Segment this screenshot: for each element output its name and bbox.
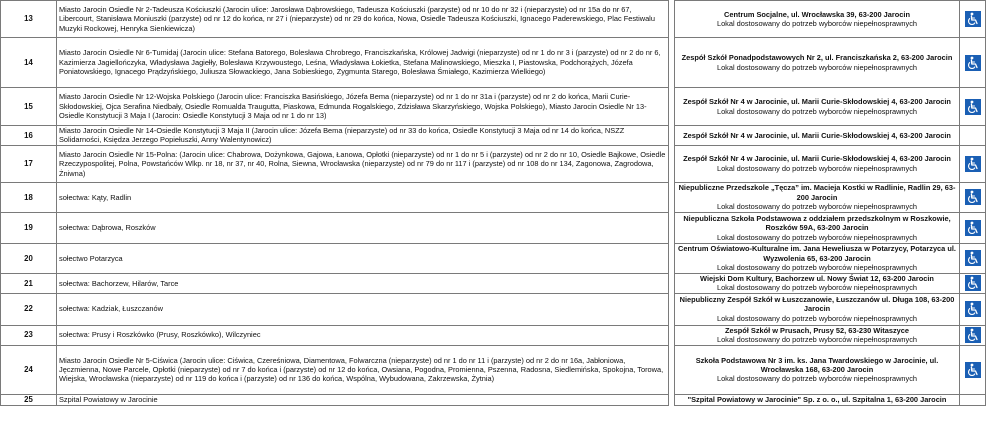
polling-location <box>675 293 960 325</box>
polling-location <box>675 394 960 405</box>
accessibility-cell <box>960 1 986 38</box>
location-address: Zespół Szkół Nr 4 w Jarocinie, ul. Marii Curie-Skłodowskiej 4, 63-200 Jarocin <box>683 154 951 164</box>
accessibility-cell <box>960 88 986 126</box>
accessibility-note: Lokal dostosowany do potrzeb wyborców niepełnosprawnych <box>716 62 918 72</box>
accessibility-cell <box>960 293 986 325</box>
district-area: Szpital Powiatowy w Jarocinie <box>57 394 669 405</box>
location-address: Centrum Oświatowo-Kulturalne im. Jana Heweliusza w Potarzycy, Potarzyca ul. Wyzwolenia 65, 63-200 Jarocin <box>678 244 956 263</box>
polling-location <box>675 88 960 126</box>
location-address: Centrum Socjalne, ul. Wrocławska 39, 63-200 Jarocin <box>724 9 910 19</box>
table-row <box>1 212 986 243</box>
accessibility-cell <box>960 394 986 405</box>
location-address: Wiejski Dom Kultury, Bachorzew ul. Nowy Świat 12, 63-200 Jarocin <box>700 273 934 283</box>
polling-location <box>675 212 960 243</box>
table-row <box>1 325 986 345</box>
district-area: sołectwa: Prusy i Roszkówko (Prusy, Roszkówko), Wilczyniec <box>57 325 669 345</box>
table-row <box>1 38 986 88</box>
accessibility-note: Lokal dostosowany do potrzeb wyborców niepełnosprawnych <box>716 202 918 212</box>
district-area: sołectwo Potarzyca <box>57 243 669 273</box>
district-number: 18 <box>1 182 57 212</box>
district-number: 20 <box>1 243 57 273</box>
accessibility-cell <box>960 243 986 273</box>
accessibility-note: Lokal dostosowany do potrzeb wyborców niepełnosprawnych <box>716 163 918 173</box>
wheelchair-icon <box>965 250 981 266</box>
accessibility-note: Lokal dostosowany do potrzeb wyborców niepełnosprawnych <box>716 106 918 116</box>
polling-location <box>675 243 960 273</box>
polling-location <box>675 273 960 293</box>
table-row <box>1 243 986 273</box>
polling-location <box>675 145 960 182</box>
table-row <box>1 1 986 38</box>
district-area: Miasto Jarocin Osiedle Nr 14-Osiedle Konstytucji 3 Maja II (Jarocin ulice: Józefa Bema (nieparzyste) od nr 33 do końca, Osiedle Konstytucji 3 Maja od nr 14 do końca, NSZZ Solidarności, Księdza Jerzego Popiełuszki, Anny Walentynowicz) <box>57 126 669 146</box>
location-address: Zespół Szkół Ponadpodstawowych Nr 2, ul. Franciszkańska 2, 63-200 Jarocin <box>681 53 953 63</box>
district-area: Miasto Jarocin Osiedle Nr 2-Tadeusza Kościuszki (Jarocin ulice: Jarosława Dąbrowskiego, Tadeusza Kościuszki (parzyste) od nr 10 do nr 32 i (nieparzyste) od nr 15a do nr 67, Libercourt, Stanisława Moniuszki (parzyste) od nr 12 do końca, nr 27 i (nieparzyste) od nr 29 do końca, Nowa, Osiedle Tadeusza Kościuszki, Ignacego Paderewskiego, Plac Festiwalu Muzyki Rockowej, Henryka Sienkiewicza) <box>57 1 669 38</box>
accessibility-note: Lokal dostosowany do potrzeb wyborców niepełnosprawnych <box>716 283 918 293</box>
district-number: 24 <box>1 345 57 394</box>
accessibility-cell <box>960 145 986 182</box>
accessibility-note: Lokal dostosowany do potrzeb wyborców niepełnosprawnych <box>716 374 918 384</box>
district-area: Miasto Jarocin Osiedle Nr 6-Tumidaj (Jarocin ulice: Stefana Batorego, Bolesława Chrobrego, Franciszkańska, Królowej Jadwigi (nieparzyste) od nr 1 do nr 3 i (parzyste) od nr 2 do nr 6, Kazimierza Jagiellończyka, Władysława Jagiełły, Bolesława Krzywoustego, Leśna, Władysława Łokietka, Stefana Malinowskiego, Mieszka I, Piastowska, Podchorążych, Józefa Poniatowskiego, Ignacego Prądzyńskiego, Juliusza Słowackiego, Jana Sobieskiego, Zygmunta Starego, Bolesława Śmiałego, Kazimierza Wielkiego) <box>57 38 669 88</box>
district-area: Miasto Jarocin Osiedle Nr 12-Wojska Polskiego (Jarocin ulice: Franciszka Basińskiego, Józefa Bema (nieparzyste) od nr 1 do nr 31a i (parzyste) od nr 2 do końca, Marii Curie-Skłodowskiej, Ojca Serafina Niedbały, Osiedle Romualda Traugutta, Piaskowa, Edmunda Rogalskiego, Zdzisława Skarzyńskiego, Wojska Polskiego), Miasto Jarocin Osiedle Nr 13-Osiedle Konstytucji 3 Maja I (Jarocin: Osiedle Konstytucji 3 Maja od nr 1 do nr 13) <box>57 88 669 126</box>
location-address: Zespół Szkół Nr 4 w Jarocinie, ul. Marii Curie-Skłodowskiej 4, 63-200 Jarocin <box>683 97 951 107</box>
table-row <box>1 182 986 212</box>
polling-location <box>675 38 960 88</box>
district-number: 23 <box>1 325 57 345</box>
table-row <box>1 394 986 405</box>
polling-location <box>675 1 960 38</box>
polling-location <box>675 345 960 394</box>
location-address: Zespół Szkół w Prusach, Prusy 52, 63-230 Witaszyce <box>725 325 909 335</box>
district-area: sołectwa: Kąty, Radlin <box>57 182 669 212</box>
wheelchair-icon <box>965 301 981 317</box>
accessibility-cell <box>960 273 986 293</box>
location-address: "Szpital Powiatowy w Jarocinie" Sp. z o. o., ul. Szpitalna 1, 63-200 Jarocin <box>687 394 947 404</box>
accessibility-cell <box>960 182 986 212</box>
district-area: sołectwa: Kadziak, Łuszczanów <box>57 293 669 325</box>
district-number: 19 <box>1 212 57 243</box>
accessibility-note: Lokal dostosowany do potrzeb wyborców niepełnosprawnych <box>716 19 918 28</box>
accessibility-note: Lokal dostosowany do potrzeb wyborców niepełnosprawnych <box>716 263 918 273</box>
location-address: Niepubliczne Przedszkole „Tęcza” im. Macieja Kostki w Radlinie, Radlin 29, 63-200 Jarocin <box>678 183 956 202</box>
accessibility-cell <box>960 38 986 88</box>
location-address: Szkoła Podstawowa Nr 3 im. ks. Jana Twardowskiego w Jarocinie, ul. Wrocławska 168, 63-200 Jarocin <box>695 355 939 374</box>
table-row <box>1 126 986 146</box>
accessibility-note: Lokal dostosowany do potrzeb wyborców niepełnosprawnych <box>716 232 918 242</box>
district-number: 16 <box>1 126 57 146</box>
district-area: Miasto Jarocin Osiedle Nr 5-Ciświca (Jarocin ulice: Ciświca, Czereśniowa, Diamentowa, Folwarczna (nieparzyste) od nr 1 do nr 11 i (parzyste) od nr 2 do nr 16a, Jabłoniowa, Jęczmienna, Nowe Parcele, Opłotki (nieparzyste) od nr 7 do końca i (parzyste) od nr 12 do końca, Owsiana, Pogodna, Promienna, Pszenna, Radosna, Siedlemińska, Spokojna, Torowa, Wiejska, Wrocławska (nieparzyste) od nr 119 do końca i (parzyste) od nr 136 do końca, Wspólna, Wybudowana, Zakrzewska, Żytnia) <box>57 345 669 394</box>
wheelchair-icon <box>965 220 981 236</box>
polling-location <box>675 126 960 146</box>
wheelchair-icon <box>965 362 981 378</box>
table-row <box>1 145 986 182</box>
table-row <box>1 273 986 293</box>
district-area: sołectwa: Dąbrowa, Roszków <box>57 212 669 243</box>
district-number: 25 <box>1 394 57 405</box>
table-row <box>1 88 986 126</box>
wheelchair-icon <box>965 55 981 71</box>
table-row <box>1 345 986 394</box>
district-number: 22 <box>1 293 57 325</box>
location-address: Niepubliczny Zespół Szkół w Łuszczanowie, Łuszczanów ul. Długa 108, 63-200 Jarocin <box>679 295 955 314</box>
accessibility-cell <box>960 345 986 394</box>
polling-location <box>675 325 960 345</box>
district-number: 13 <box>1 1 57 38</box>
district-number: 14 <box>1 38 57 88</box>
wheelchair-icon <box>965 99 981 115</box>
table-body <box>1 1 986 406</box>
accessibility-cell <box>960 212 986 243</box>
wheelchair-icon <box>965 189 981 205</box>
accessibility-note: Lokal dostosowany do potrzeb wyborców niepełnosprawnych <box>716 313 918 323</box>
accessibility-cell <box>960 126 986 146</box>
wheelchair-icon <box>965 275 981 291</box>
location-address: Niepubliczna Szkoła Podstawowa z oddziałem przedszkolnym w Roszkowie, Roszków 59A, 63-200 Jarocin <box>683 213 951 233</box>
accessibility-note: Lokal dostosowany do potrzeb wyborców niepełnosprawnych <box>716 335 918 345</box>
accessibility-cell <box>960 325 986 345</box>
wheelchair-icon <box>965 156 981 172</box>
polling-location <box>675 182 960 212</box>
district-area: Miasto Jarocin Osiedle Nr 15-Polna: (Jarocin ulice: Chabrowa, Dożynkowa, Gajowa, Łanowa, Opłotki (nieparzyste) od nr 1 do nr 5 i (parzyste) od nr 2 do nr 10, Osiedle Bajkowe, Osiedle Rzeczypospolitej, Polna, Powstańców Wlkp. nr 18, nr 37, nr 40, Rolna, Siewna, Wrocławska (nieparzyste) od nr 79 do nr 117 i (parzyste) od nr 108 do nr 134, Zagonowa, Zagrodowa, Żniwna) <box>57 145 669 182</box>
district-number: 15 <box>1 88 57 126</box>
table-row <box>1 293 986 325</box>
district-number: 21 <box>1 273 57 293</box>
wheelchair-icon <box>965 11 981 27</box>
district-area: sołectwa: Bachorzew, Hilarów, Tarce <box>57 273 669 293</box>
district-number: 17 <box>1 145 57 182</box>
location-address: Zespół Szkół Nr 4 w Jarocinie, ul. Marii Curie-Skłodowskiej 4, 63-200 Jarocin <box>683 130 951 140</box>
wheelchair-icon <box>965 327 981 343</box>
